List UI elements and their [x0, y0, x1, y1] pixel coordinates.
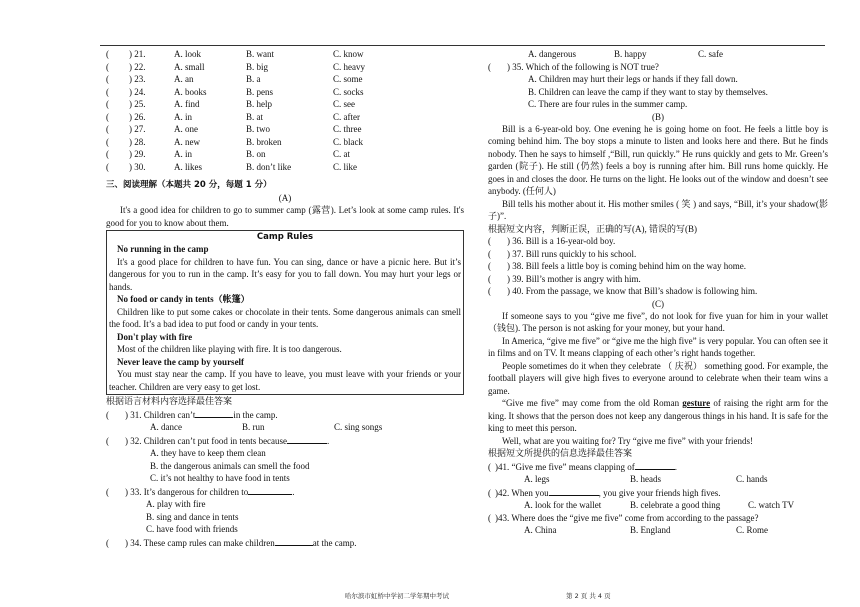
answer-blank[interactable]: [287, 434, 327, 444]
question-43-options: A. China B. England C. Rome: [524, 525, 769, 535]
question-number: ) 22.: [129, 61, 146, 72]
answer-paren: (: [106, 74, 109, 84]
question-number: ) 25.: [129, 99, 146, 109]
question-40: ( ) 40. From the passage, we know that Bill’s shadow is following him.: [488, 286, 758, 296]
question-32-option: A. they have to keep them clean: [150, 448, 266, 458]
cloze-options-list: [106, 48, 464, 173]
option-b: B. two: [246, 124, 271, 134]
option-a: A. one: [174, 124, 198, 134]
option-c: C. know: [333, 49, 364, 59]
question-33: ( ) 33. It’s dangerous for children to .: [106, 486, 295, 497]
answer-paren: (: [106, 99, 109, 109]
right-column: [488, 48, 828, 537]
question-32-option: C. it’s not healthy to have food in tents: [150, 473, 290, 483]
passage-b-instruction: 根据短文内容，判断正误，正确的写(A), 错误的写(B): [488, 223, 697, 234]
option-a: A. look: [174, 49, 201, 59]
answer-blank[interactable]: [635, 460, 675, 470]
answer-paren: (: [106, 61, 109, 72]
answer-paren: [113, 86, 129, 99]
cloze-row: [106, 123, 464, 136]
answer-paren: [113, 111, 129, 124]
footer-page-number: 第 2 页 共 4 页: [566, 592, 611, 600]
question-number: ) 23.: [129, 74, 146, 84]
passage-a-label: (A): [278, 193, 292, 203]
rule-text: You must stay near the camp. If you have to leave, you must leave with your friends or your teacher. Children are very easy to get lost.: [109, 369, 461, 392]
passage-c-instruction: 根据短文所提供的信息选择最佳答案: [488, 448, 633, 458]
question-41: ( )41. “Give me five” means clapping of .: [488, 461, 677, 472]
option-b: B. on: [246, 149, 266, 159]
option-a: A. an: [174, 74, 194, 84]
question-41-options: A. legs B. heads C. hands: [524, 474, 768, 484]
cloze-row: [106, 73, 464, 86]
question-number: ) 30.: [129, 161, 146, 172]
answer-paren: [113, 98, 129, 111]
footer-school: 哈尔滨市虹桥中学初二学年期中考试: [345, 592, 449, 600]
rule-heading: No running in the camp: [117, 244, 209, 254]
question-33-option: A. play with fire: [146, 499, 206, 509]
option-c: C. three: [333, 124, 362, 134]
option-a: A. new: [174, 136, 200, 147]
question-38: ( ) 38. Bill feels a little boy is coming behind him on the way home.: [488, 261, 746, 271]
option-a: A. small: [174, 61, 205, 72]
cloze-row: [106, 148, 464, 161]
rule-text: Most of the children like playing with fire. It is too dangerous.: [117, 344, 342, 354]
section-heading: 三、阅读理解（本题共 20 分，每题 1 分）: [106, 180, 272, 190]
answer-blank[interactable]: [275, 536, 313, 546]
rule-heading: No food or candy in tents（帐篷）: [117, 294, 250, 304]
option-c: C. at: [333, 149, 350, 159]
question-35-option: A. Children may hurt their legs or hands if they fall down.: [528, 74, 738, 84]
gesture-word: gesture: [682, 398, 711, 408]
question-37: ( ) 37. Bill runs quickly to his school.: [488, 248, 637, 259]
question-32: ( ) 32. Children can’t put food in tents because .: [106, 435, 330, 446]
question-number: ) 21.: [129, 49, 146, 59]
answer-paren: [113, 136, 129, 149]
answer-paren: [113, 48, 129, 61]
option-c: C. some: [333, 74, 363, 84]
question-42-options: A. look for the wallet B. celebrate a good thing C. watch TV: [524, 500, 795, 510]
option-c: C. see: [333, 99, 355, 109]
question-33-option: C. have food with friends: [146, 524, 238, 534]
cloze-row: [106, 86, 464, 99]
left-column: [106, 48, 464, 549]
question-number: ) 28.: [129, 136, 146, 147]
option-c: C. after: [333, 111, 360, 122]
option-b: B. broken: [246, 136, 282, 147]
question-35: ( ) 35. Which of the following is NOT true?: [488, 61, 659, 72]
option-b: B. big: [246, 61, 269, 72]
question-43: ( )43. Where does the “give me five” come from according to the passage?: [488, 512, 759, 523]
question-39: ( ) 39. Bill’s mother is angry with him.: [488, 273, 641, 284]
option-a: A. in: [174, 149, 192, 159]
passage-b-paragraph: Bill tells his mother about it. His mother smiles ( 笑 ) and says, “Bill, it’s your shadow(影子)”.: [488, 198, 828, 221]
passage-a-instruction: 根据语言材料内容选择最佳答案: [106, 396, 233, 406]
option-c: C. black: [333, 136, 363, 147]
option-a: A. books: [174, 86, 207, 97]
question-34: ( ) 34. These camp rules can make children at the camp.: [106, 537, 357, 548]
rule-text: It's a good place for children to have fun. You can sing, dance or have a picnic here. But it’s dangerous for you to run in the camp. It’s easy for you to fall down. You may hurt your legs or hands.: [109, 256, 461, 292]
answer-paren: [113, 73, 129, 86]
option-c: C. socks: [333, 86, 364, 97]
question-36: ( ) 36. Bill is a 16-year-old boy.: [488, 236, 616, 246]
answer-paren: (: [106, 149, 109, 159]
answer-paren: [113, 148, 129, 161]
camp-rules-box: [106, 230, 464, 395]
cloze-row: [106, 98, 464, 111]
cloze-row: [106, 48, 464, 61]
question-35-option: C. There are four rules in the summer camp.: [528, 99, 688, 109]
answer-paren: [113, 123, 129, 136]
cloze-row: [106, 61, 464, 74]
option-a: A. likes: [174, 161, 202, 172]
rule-heading: Never leave the camp by yourself: [117, 356, 245, 367]
answer-paren: (: [106, 161, 109, 172]
option-a: A. in: [174, 111, 192, 122]
question-31: ( ) 31. Children can’t in the camp.: [106, 409, 278, 420]
question-32-option: B. the dangerous animals can smell the food: [150, 460, 310, 471]
answer-paren: (: [106, 111, 109, 122]
passage-c-paragraph: If someone says to you “give me five”, do not look for five yuan for him in your wallet（钱包). The person is not asking for your money, but your hand.: [488, 310, 828, 333]
answer-blank[interactable]: [195, 408, 233, 418]
camp-rules-title: Camp Rules: [256, 232, 314, 242]
passage-c-paragraph: Well, what are you waiting for? Try “give me five” with your friends!: [502, 435, 753, 446]
passage-c-paragraph: In America, “give me five” or “give me the high five” is very popular. You can often see it in films and on TV. It means clapping of each other’s right hands together.: [488, 335, 828, 358]
option-b: B. a: [246, 74, 261, 84]
option-a: A. find: [174, 99, 200, 109]
option-b: B. at: [246, 111, 263, 122]
question-number: ) 27.: [129, 124, 146, 134]
cloze-row: [106, 136, 464, 149]
answer-blank[interactable]: [549, 486, 599, 496]
option-b: B. want: [246, 49, 274, 59]
question-31-options: A. dance B. run C. sing songs: [150, 422, 383, 432]
passage-c-paragraph: “Give me five” may come from the old Roman gesture of raising the right arm for the king. It shows that the person does not keep any dangerous things in his hand. It is safe for the king to meet this person.: [488, 398, 828, 433]
question-35-option: B. Children can leave the camp if they want to stay by themselves.: [528, 86, 768, 97]
cloze-row: [106, 111, 464, 124]
question-33-option: B. sing and dance in tents: [146, 511, 239, 522]
passage-a-intro: It's a good idea for children to go to summer camp (露营). Let’s look at some camp rules. It's good for you to know about them.: [106, 205, 464, 228]
option-b: B. don’t like: [246, 161, 292, 172]
question-number: ) 24.: [129, 86, 146, 97]
question-42: ( )42. When you , you give your friends high fives.: [488, 487, 721, 498]
cloze-row: [106, 161, 464, 174]
option-c: C. heavy: [333, 61, 365, 72]
passage-c-label: (C): [652, 298, 664, 309]
answer-paren: [113, 161, 129, 174]
option-b: B. pens: [246, 86, 273, 97]
question-number: ) 26.: [129, 111, 146, 122]
rule-text: Children like to put some cakes or chocolate in their tents. Some dangerous animals can smell the food. It’s a bad idea to put food or candy in your tents.: [109, 306, 461, 329]
answer-paren: (: [106, 136, 109, 147]
answer-paren: (: [106, 86, 109, 97]
passage-b-label: (B): [652, 111, 664, 122]
answer-paren: (: [106, 124, 109, 134]
passage-b-paragraph: Bill is a 6-year-old boy. One evening he is going home on foot. He feels a little boy is coming behind him. The boy stops a minute to listen and looks here and there. But he finds nobody. Then he says to himself ,“Bill, run quickly.” He runs quickly and gets to Mr. Green’s garden (院子). He still (仍然) feels a boy is running after him. Bill runs home quickly. He goes in and closes the door. He turns on the light. He looks out of the window and doesn’t see anybody. (任何人): [488, 123, 828, 196]
top-rule: [100, 45, 825, 46]
passage-c-paragraph: People sometimes do it when they celebrate （ 庆祝） something good. For example, the football players will give high fives to everyone around to celebrate when their team wins a game.: [488, 360, 828, 396]
answer-paren: [113, 61, 129, 74]
question-34-options: A. dangerous B. happy C. safe: [528, 49, 723, 59]
option-c: C. like: [333, 161, 357, 172]
answer-blank[interactable]: [248, 485, 292, 495]
question-number: ) 29.: [129, 149, 146, 159]
rule-heading: Don't play with fire: [117, 331, 193, 342]
option-b: B. help: [246, 99, 272, 109]
answer-paren: (: [106, 49, 109, 59]
